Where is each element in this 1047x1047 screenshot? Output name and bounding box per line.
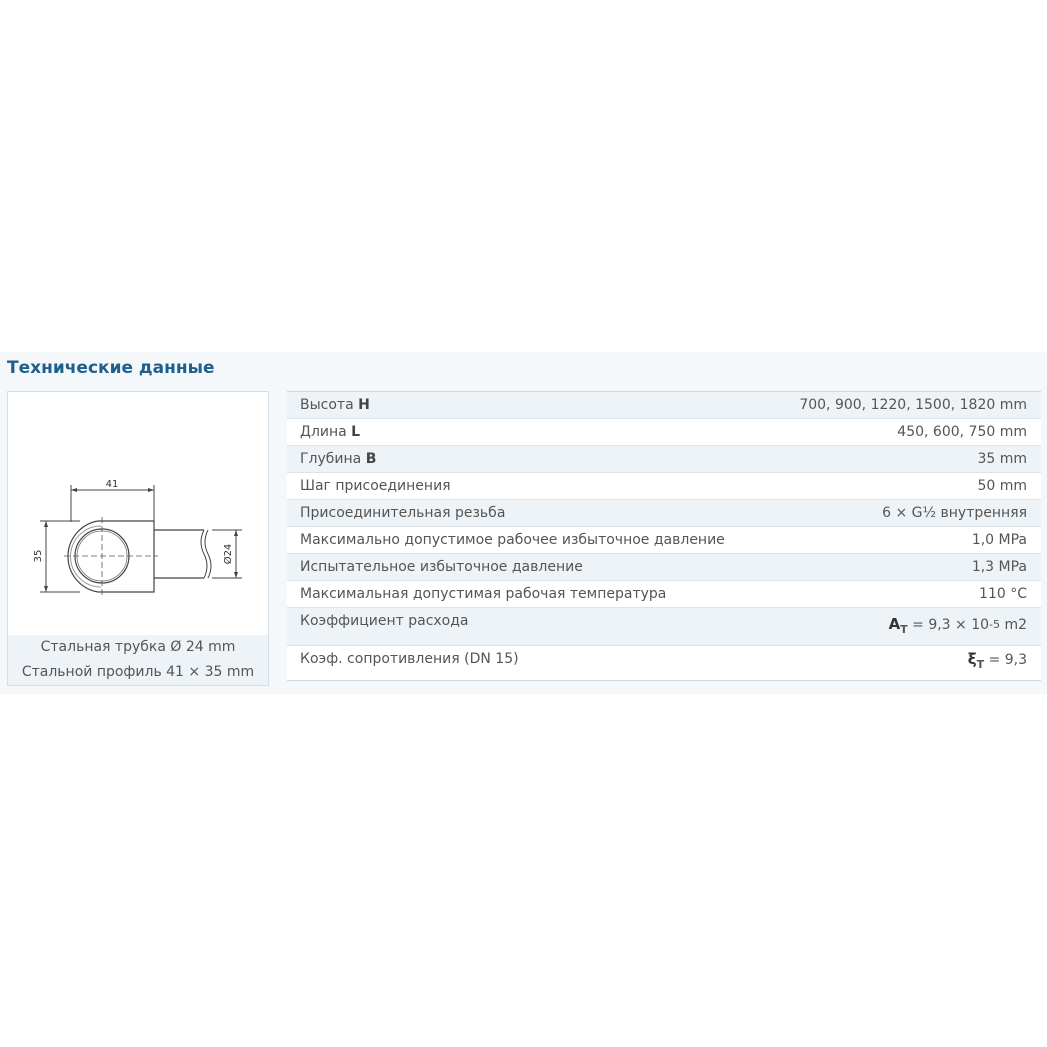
spec-row-resistance	[287, 646, 1041, 680]
caption-profile: Стальной профиль 41 × 35 mm	[21, 664, 255, 680]
profile-image-box	[7, 391, 269, 686]
spec-value: 6 × G½ внутренняя	[882, 505, 1027, 521]
spec-label: Глубина	[300, 451, 366, 467]
spec-row	[287, 446, 1041, 473]
spec-value: 35 mm	[977, 451, 1027, 467]
profile-caption	[8, 635, 268, 685]
resistance-value-text: = 9,3	[984, 652, 1027, 668]
dim-width-label: 41	[105, 479, 119, 490]
spec-row	[287, 473, 1041, 500]
spec-row	[287, 527, 1041, 554]
spec-symbol: L	[351, 424, 361, 440]
spec-row-flow	[287, 608, 1041, 646]
caption-tube: Стальная трубка Ø 24 mm	[40, 639, 236, 655]
spec-value: 700, 900, 1220, 1500, 1820 mm	[799, 397, 1027, 413]
flow-exponent: -5	[989, 618, 1000, 631]
spec-value: 50 mm	[977, 478, 1027, 494]
spec-value: 1,0 MPa	[971, 532, 1027, 548]
flow-symbol: A	[888, 615, 901, 633]
profile-cross-section-drawing	[8, 392, 268, 635]
resistance-symbol: ξ	[967, 650, 977, 668]
spec-value: 450, 600, 750 mm	[897, 424, 1027, 440]
spec-label: Коэф. сопротивления (DN 15)	[300, 651, 519, 667]
spec-row	[287, 554, 1041, 581]
spec-row	[287, 581, 1041, 608]
dim-height-label: 35	[33, 549, 44, 563]
spec-label: Присоединительная резьба	[300, 505, 506, 521]
spec-symbol: B	[365, 451, 377, 467]
flow-value	[888, 615, 1027, 636]
dim-diameter-label: Ø24	[223, 543, 234, 565]
spec-label: Коэффициент расхода	[300, 613, 469, 629]
resistance-value	[967, 650, 1027, 671]
spec-table	[287, 391, 1041, 681]
spec-label: Шаг присоединения	[300, 478, 451, 494]
spec-label: Максимальная допустимая рабочая температура	[300, 586, 667, 602]
spec-row	[287, 419, 1041, 446]
flow-value-prefix: = 9,3 × 10	[907, 617, 990, 633]
spec-row	[287, 392, 1041, 419]
resistance-subscript: T	[976, 658, 985, 671]
spec-label: Максимально допустимое рабочее избыточное давление	[300, 532, 725, 548]
spec-label: Высота	[300, 397, 359, 413]
section-heading: Технические данные	[7, 358, 215, 378]
spec-value: 1,3 MPa	[971, 559, 1027, 575]
spec-label: Длина	[300, 424, 352, 440]
spec-symbol: H	[358, 397, 370, 413]
flow-subscript: T	[900, 623, 908, 636]
spec-label: Испытательное избыточное давление	[300, 559, 583, 575]
flow-unit: m2	[1000, 617, 1027, 633]
spec-row	[287, 500, 1041, 527]
spec-value: 110 °C	[979, 586, 1027, 602]
